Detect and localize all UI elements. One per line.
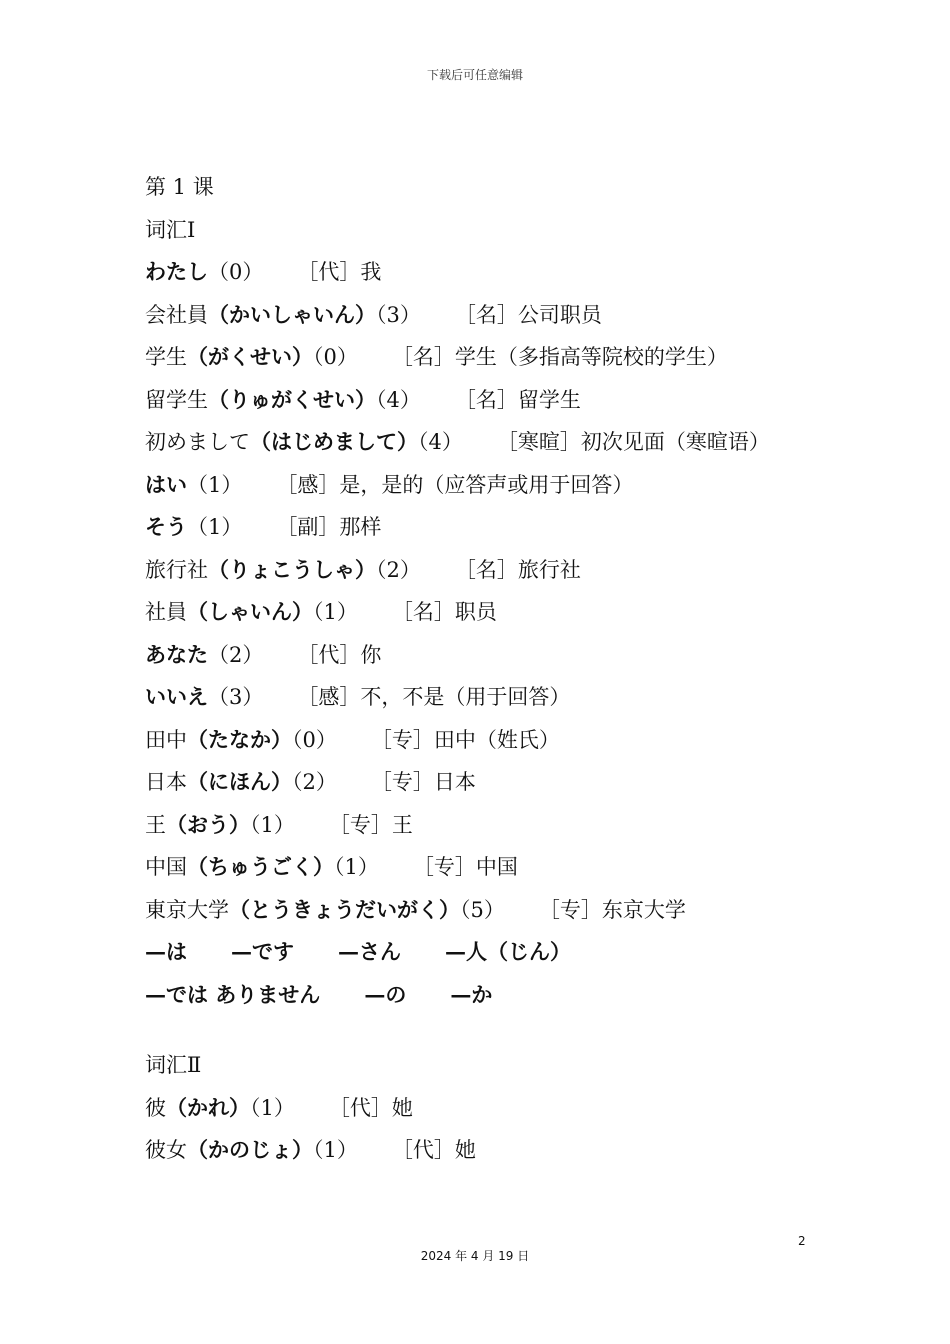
vocab-reading: （がくせい） (187, 344, 313, 369)
vocab-word: 彼女 (145, 1138, 187, 1162)
vocab-reading: （たなか） (187, 726, 292, 752)
vocab-entry (145, 1129, 825, 1172)
vocab-accent: （0） (292, 727, 337, 752)
vocab-meaning: 她 (454, 1138, 476, 1162)
vocab-reading: （おう） (166, 811, 250, 837)
vocab-pos: ［代］ (328, 1095, 392, 1120)
vocab-pos: ［代］ (391, 1138, 455, 1162)
vocab-word: はい (145, 471, 187, 497)
vocab-reading: （かいしゃいん） (208, 301, 376, 327)
grammar-item: —では ありません (145, 981, 321, 1007)
vocab-word: 東京大学 (145, 897, 229, 922)
vocab-meaning: 是，是的（应答声或用于回答） (339, 472, 634, 497)
grammar-item: —人（じん） (445, 939, 571, 964)
vocab-accent: （3） (376, 302, 421, 327)
vocab-word: わたし (145, 259, 208, 284)
vocab-meaning: 我 (360, 260, 382, 284)
vocab-pos: ［副］ (276, 515, 340, 539)
page-content (145, 166, 825, 1172)
vocab-pos: ［专］ (370, 770, 434, 794)
vocab-reading: （かのじょ） (187, 1137, 313, 1162)
vocab2-list (145, 1087, 825, 1172)
grammar-item: —の (364, 981, 407, 1007)
vocab-entry (145, 1087, 825, 1130)
vocab-pos: ［名］ (454, 302, 518, 327)
vocab-reading: （とうきょうだいがく） (229, 896, 460, 922)
vocab-pos: ［寒暄］ (496, 430, 581, 454)
vocab-entry (145, 506, 825, 549)
vocab-reading: （しゃいん） (187, 599, 313, 624)
vocab-entry (145, 421, 825, 464)
vocab-word: 日本 (145, 770, 187, 794)
page-number: 2 (798, 1234, 806, 1248)
vocab-word: 田中 (145, 727, 187, 752)
vocab-meaning: 东京大学 (601, 897, 686, 922)
vocab-accent: （1） (250, 1095, 295, 1120)
vocab-meaning: 王 (391, 812, 413, 837)
grammar-item: —は (145, 939, 187, 964)
vocab-entry (145, 719, 825, 762)
vocab-meaning: 她 (391, 1095, 413, 1120)
vocab-accent: （2） (208, 642, 264, 667)
grammar-item: —です (231, 939, 294, 964)
vocab-reading: （にほん） (187, 769, 292, 794)
vocab-pos: ［名］ (391, 600, 455, 624)
vocab-word: 王 (145, 812, 166, 837)
vocab-accent: （1） (334, 855, 379, 879)
vocab-meaning: 中国 (475, 855, 518, 879)
vocab-accent: （1） (250, 812, 295, 837)
vocab-pos: ［名］ (454, 387, 518, 412)
vocab-accent: （1） (187, 515, 243, 539)
vocab-word: 旅行社 (145, 557, 208, 582)
vocab-reading: （りゅがくせい） (208, 386, 376, 412)
vocab-accent: （2） (292, 770, 337, 794)
grammar-item: —か (450, 981, 493, 1007)
vocab-entry (145, 549, 825, 592)
vocab-accent: （4） (376, 387, 421, 412)
vocab-entry (145, 294, 825, 337)
vocab-word: 会社員 (145, 302, 208, 327)
vocab-pos: ［代］ (297, 260, 361, 284)
vocab-word: 中国 (145, 855, 187, 879)
vocab-meaning: 你 (360, 642, 382, 667)
vocab-pos: ［专］ (370, 727, 434, 752)
vocab-accent: （2） (376, 557, 421, 582)
vocab-accent: （1） (187, 472, 243, 497)
vocab-meaning: 职员 (454, 600, 497, 624)
vocab-meaning: 田中（姓氏） (433, 727, 560, 752)
vocab-accent: （3） (208, 685, 264, 709)
vocab-entry (145, 804, 825, 847)
vocab-meaning: 留学生 (517, 387, 581, 412)
vocab-word: そう (145, 514, 187, 539)
grammar-item: —さん (338, 939, 401, 964)
vocab-entry (145, 591, 825, 634)
vocab-reading: （ちゅうごく） (187, 854, 334, 879)
vocab-word: 学生 (145, 345, 187, 369)
vocab-meaning: 学生（多指高等院校的学生） (454, 345, 728, 369)
vocab-word: 社員 (145, 600, 187, 624)
vocab-word: 留学生 (145, 387, 208, 412)
vocab-word: 彼 (145, 1095, 166, 1120)
vocab-pos: ［专］ (328, 812, 392, 837)
vocab-entry (145, 464, 825, 507)
vocab-pos: ［感］ (276, 472, 340, 497)
vocab-pos: ［名］ (454, 557, 518, 582)
vocab-entry (145, 676, 825, 719)
vocab-meaning: 日本 (433, 770, 476, 794)
vocab-pos: ［专］ (538, 897, 602, 922)
footer-date: 2024 年 4 月 19 日 (420, 1249, 530, 1263)
vocab2-title: 词汇Ⅱ (145, 1053, 202, 1077)
vocab1-list (145, 251, 825, 931)
vocab-accent: （4） (418, 430, 463, 454)
vocab-meaning: 公司职员 (517, 302, 602, 327)
vocab-reading: （はじめまして） (250, 429, 418, 454)
vocab1-title: 词汇Ⅰ (145, 217, 196, 242)
vocab-meaning: 不，不是（用于回答） (360, 685, 571, 709)
vocab-entry (145, 846, 825, 889)
vocab-accent: （1） (313, 600, 358, 624)
vocab-reading: （かれ） (166, 1094, 250, 1120)
vocab-pos: ［专］ (412, 855, 476, 879)
grammar-line-1 (145, 931, 825, 974)
page-header: 下载后可任意编辑 (426, 68, 523, 82)
vocab-word: あなた (145, 641, 208, 667)
vocab-entry (145, 336, 825, 379)
vocab-pos: ［代］ (297, 642, 361, 667)
grammar-line-2 (145, 974, 825, 1017)
vocab-entry (145, 251, 825, 294)
vocab-accent: （0） (208, 260, 264, 284)
vocab-word: 初めまして (145, 430, 250, 454)
vocab-meaning: 那样 (339, 515, 382, 539)
vocab-meaning: 旅行社 (517, 557, 581, 582)
vocab-pos: ［名］ (391, 345, 455, 369)
vocab-reading: （りょこうしゃ） (208, 556, 376, 582)
vocab-entry (145, 889, 825, 932)
vocab-word: いいえ (145, 684, 208, 709)
lesson-title: 第 1 课 (145, 175, 214, 199)
vocab-entry (145, 379, 825, 422)
vocab-accent: （0） (313, 345, 358, 369)
vocab-accent: （5） (460, 897, 505, 922)
vocab-entry (145, 761, 825, 804)
vocab-accent: （1） (313, 1138, 358, 1162)
vocab-pos: ［感］ (297, 685, 361, 709)
vocab-entry (145, 634, 825, 677)
vocab-meaning: 初次见面（寒暄语） (580, 430, 770, 454)
